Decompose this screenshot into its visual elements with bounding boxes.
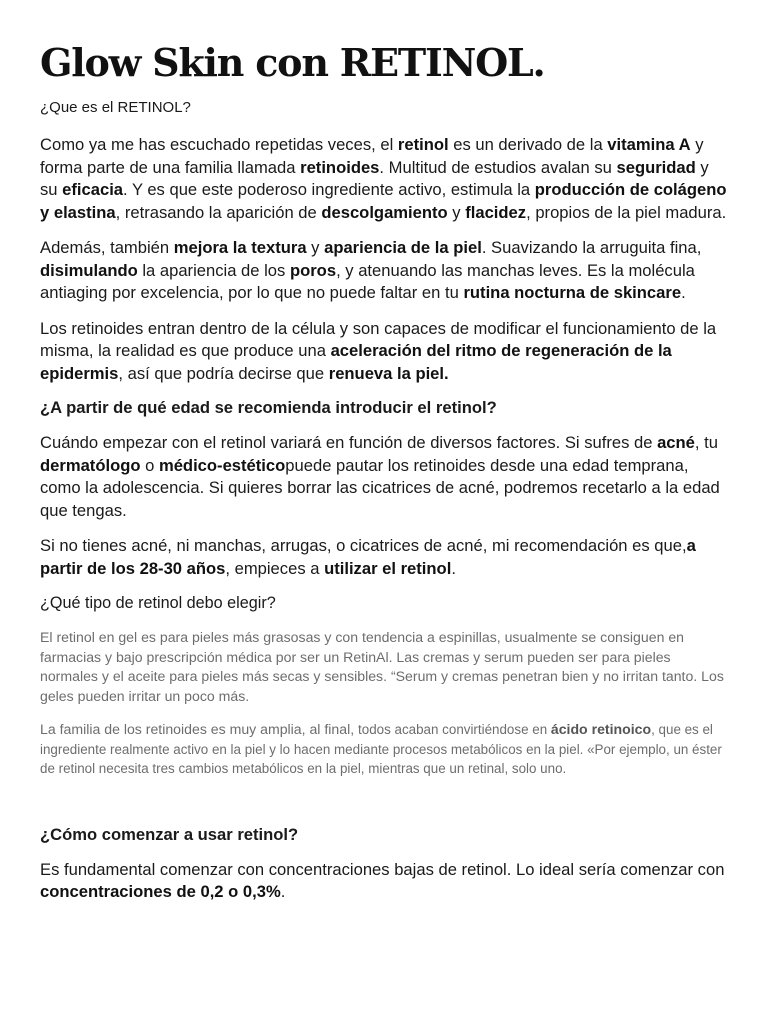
emphasis-text: seguridad	[616, 157, 696, 177]
paragraph-retinol-formats	[40, 628, 730, 706]
emphasis-text: vitamina A	[607, 135, 691, 154]
question-retinol-type: ¿Qué tipo de retinol debo elegir?	[40, 594, 276, 612]
paragraph-benefits	[40, 237, 730, 305]
paragraph-concentrations	[40, 859, 730, 904]
emphasis-text: concentraciones de 0,2 o 0,3%	[40, 882, 281, 901]
emphasis-text: flacidez	[465, 202, 527, 222]
text-run: y su	[40, 157, 709, 199]
text-run: , y atenuando las manchas leves. Es la molécula antiaging por excelencia, por lo que no puede faltar en tu	[40, 260, 695, 302]
emphasis-text: disimulando	[40, 260, 138, 280]
text-run: .	[681, 283, 686, 302]
text-run: Es fundamental comenzar con concentraciones bajas de retinol. Lo ideal sería comenzar con	[40, 859, 725, 879]
text-run: la apariencia de los	[137, 260, 290, 280]
text-run: El retinol en gel es para pieles más grasosas y con tendencia a espinillas, usualmente se consiguen en farmacias y bajo prescripción médica por ser un RetinAl. Las cremas y serum pueden ser para pieles normales y el aceite para pieles más secas y sensibles. “Serum y cremas penetran bien y no irritan tanto. Los geles pueden irritar un poco más.	[40, 629, 724, 704]
text-run: La familia de los retinoides es muy amplia, al final,	[40, 721, 359, 737]
text-run: y	[306, 238, 325, 257]
intro-question: ¿Que es el RETINOL?	[40, 99, 191, 116]
emphasis-text: eficacia	[62, 180, 124, 199]
text-run: o	[140, 455, 159, 475]
paragraph-retinoid-family	[40, 720, 730, 779]
article	[40, 0, 730, 904]
emphasis-text: retinoides	[300, 157, 380, 177]
text-run: , retrasando la aparición de	[115, 202, 322, 222]
text-run: todos acaban convirtiéndose en	[358, 722, 551, 737]
text-run: , que es el ingrediente realmente activo en la piel y lo hacen mediante procesos metabólicos en la piel. «Por ejemplo, un éster de retinol necesita tres cambios metabólicos en la piel, mientras que un retinal, solo uno.	[40, 722, 722, 776]
emphasis-text: renueva la piel.	[328, 363, 449, 383]
emphasis-text: médico-estético	[158, 455, 286, 475]
emphasis-text: poros	[289, 260, 337, 280]
page-title: Glow Skin con RETINOL.	[40, 40, 545, 85]
text-run: .	[280, 882, 286, 901]
heading-how-to-start: ¿Cómo comenzar a usar retinol?	[40, 824, 299, 844]
emphasis-text: aceleración del ritmo de regeneración de la epidermis	[40, 341, 672, 383]
emphasis-text: retinol	[397, 135, 449, 154]
text-run: Cuándo empezar con el retinol variará en función de diversos factores. Si sufres de	[40, 433, 658, 452]
emphasis-text: producción de colágeno y elastina	[40, 180, 727, 222]
text-run: , así que podría decirse que	[118, 363, 329, 383]
emphasis-text: dermatólogo	[40, 455, 141, 475]
text-run: .	[451, 558, 456, 578]
paragraph-what-is-retinol	[40, 134, 730, 224]
emphasis-text: descolgamiento	[321, 202, 448, 222]
text-run: Los retinoides entran dentro de la célula y son capaces de modificar el funcionamiento de la misma, la realidad es que produce una	[40, 318, 717, 360]
paragraph-cell-renewal	[40, 318, 730, 386]
text-run: . Y es que este poderoso ingrediente activo, estimula la	[123, 180, 535, 199]
text-run: , propios de la piel madura.	[526, 202, 727, 222]
paragraph-when-to-start	[40, 432, 730, 522]
paragraph-age-recommendation	[40, 535, 730, 580]
text-run: . Suavizando la arruguita fina,	[481, 238, 702, 257]
emphasis-text: a partir de los 28-30 años	[40, 536, 696, 578]
text-run: y forma parte de una familia llamada	[40, 135, 704, 177]
emphasis-text: apariencia de la piel	[324, 238, 482, 257]
emphasis-text: acné	[657, 433, 695, 452]
heading-recommended-age: ¿A partir de qué edad se recomienda introducir el retinol?	[40, 398, 497, 417]
emphasis-text: utilizar el retinol	[324, 558, 452, 578]
text-run: . Multitud de estudios avalan su	[379, 157, 617, 177]
emphasis-text: mejora la textura	[173, 238, 307, 257]
text-run: , tu	[694, 433, 718, 452]
emphasis-text: ácido retinoico	[550, 721, 652, 737]
text-run: puede pautar los retinoides desde una edad temprana, como la adolescencia. Si quieres borrar las cicatrices de acné, podremos recetarlo a la edad que tengas.	[40, 455, 720, 520]
text-run: Además, también	[40, 238, 174, 257]
emphasis-text: rutina nocturna de skincare	[463, 283, 682, 302]
text-run: Si no tienes acné, ni manchas, arrugas, o cicatrices de acné, mi recomendación es que,	[40, 536, 687, 555]
text-run: es un derivado de la	[448, 135, 608, 154]
text-run: Como ya me has escuchado repetidas veces, el	[40, 135, 398, 154]
text-run: y	[447, 202, 466, 222]
text-run: , empieces a	[225, 558, 325, 578]
